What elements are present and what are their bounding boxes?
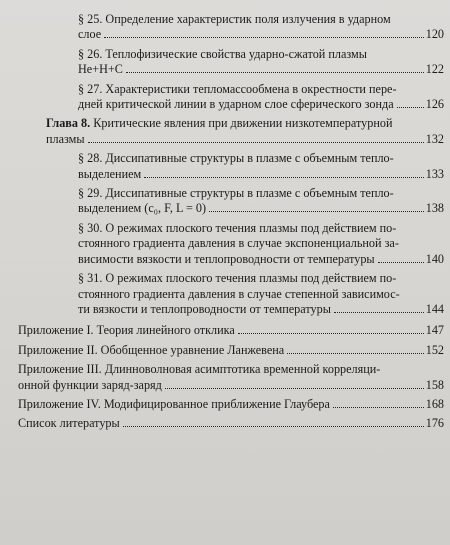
toc-entry-text: выделением	[78, 166, 142, 181]
toc-entry-text: Приложение I. Теория линейного отклика	[18, 323, 235, 338]
toc-entry-section-25	[18, 12, 444, 43]
toc-entry-text: Приложение IV. Модифицированное приближение Глаубера	[18, 396, 330, 411]
leader-dots	[378, 262, 424, 263]
toc-entry-appendix-4	[18, 397, 444, 412]
toc-entry-text: § 30. О режимах плоского течения плазмы под действием по-	[78, 220, 397, 235]
page-number: 144	[425, 301, 444, 316]
page-number: 126	[425, 97, 444, 112]
leader-dots	[397, 107, 424, 108]
leader-dots	[333, 407, 424, 408]
leader-dots	[144, 177, 424, 178]
table-of-contents	[18, 12, 444, 436]
toc-entry-text: He+H+C	[78, 62, 123, 77]
page-number: 158	[425, 377, 444, 392]
leader-dots	[334, 312, 424, 313]
toc-entry-text: Глава 8. Критические явления при движении низкотемпературной	[46, 116, 393, 131]
toc-entry-text: стоянного градиента давления в случае степенной зависимос-	[78, 286, 400, 301]
toc-entry-bibliography	[18, 416, 444, 431]
leader-dots	[88, 142, 424, 143]
toc-entry-text: Приложение II. Обобщенное уравнение Ланжевена	[18, 342, 285, 357]
toc-entry-text: висимости вязкости и теплопроводности от температуры	[78, 251, 375, 266]
leader-dots	[238, 333, 424, 334]
toc-entry-section-31	[18, 271, 444, 317]
page-number: 140	[425, 251, 444, 266]
page-number: 132	[425, 131, 444, 146]
toc-entry-section-27	[18, 82, 444, 113]
toc-entry-text: стоянного градиента давления в случае экспоненциальной за-	[78, 236, 399, 251]
toc-entry-text: онной функции заряд-заряд	[18, 377, 162, 392]
leader-dots	[165, 388, 424, 389]
toc-entry-text: дней критической линии в ударном слое сферического зонда	[78, 97, 394, 112]
leader-dots	[287, 353, 424, 354]
chapter-label: Глава 8.	[46, 116, 91, 131]
toc-entry-chapter-8	[18, 116, 444, 147]
leader-dots	[104, 37, 424, 38]
toc-entry-text: § 31. О режимах плоского течения плазмы под действием по-	[78, 271, 397, 286]
toc-entry-appendix-2	[18, 343, 444, 358]
toc-entry-text: выделением (c₀, F, L = 0)	[78, 201, 207, 216]
toc-entry-text: Список литературы	[18, 416, 120, 431]
leader-dots	[123, 426, 424, 427]
toc-entry-appendix-1	[18, 323, 444, 338]
toc-entry-section-30	[18, 221, 444, 267]
toc-entry-text: § 25. Определение характеристик поля излучения в ударном	[78, 12, 391, 26]
toc-entry-section-29	[18, 186, 444, 217]
toc-entry-text: Приложение III. Длинноволновая асимптотика временной корреляци-	[18, 362, 381, 377]
toc-entry-section-26	[18, 47, 444, 78]
page-number: 138	[425, 201, 444, 216]
page-number: 147	[425, 323, 444, 338]
page-number: 152	[425, 342, 444, 357]
toc-entry-text: плазмы	[46, 131, 85, 146]
leader-dots	[126, 72, 424, 73]
page-number: 176	[425, 416, 444, 431]
page-number: 122	[425, 62, 444, 77]
page-number: 120	[425, 27, 444, 42]
toc-entry-text: слое	[78, 27, 102, 42]
toc-entry-text: § 29. Диссипативные структуры в плазме с объемным тепло-	[78, 186, 394, 201]
page-number: 168	[425, 396, 444, 411]
toc-entry-text: § 28. Диссипативные структуры в плазме с объемным тепло-	[78, 151, 394, 166]
toc-entry-text: ти вязкости и теплопроводности от температуры	[78, 301, 331, 316]
page-number: 133	[425, 166, 444, 181]
toc-entry-text: § 27. Характеристики тепломассообмена в окрестности пере-	[78, 81, 397, 96]
leader-dots	[209, 211, 424, 212]
toc-entry-section-28	[18, 151, 444, 182]
toc-entry-text: § 26. Теплофизические свойства ударно-сжатой плазмы	[78, 46, 367, 61]
toc-entry-appendix-3	[18, 362, 444, 393]
